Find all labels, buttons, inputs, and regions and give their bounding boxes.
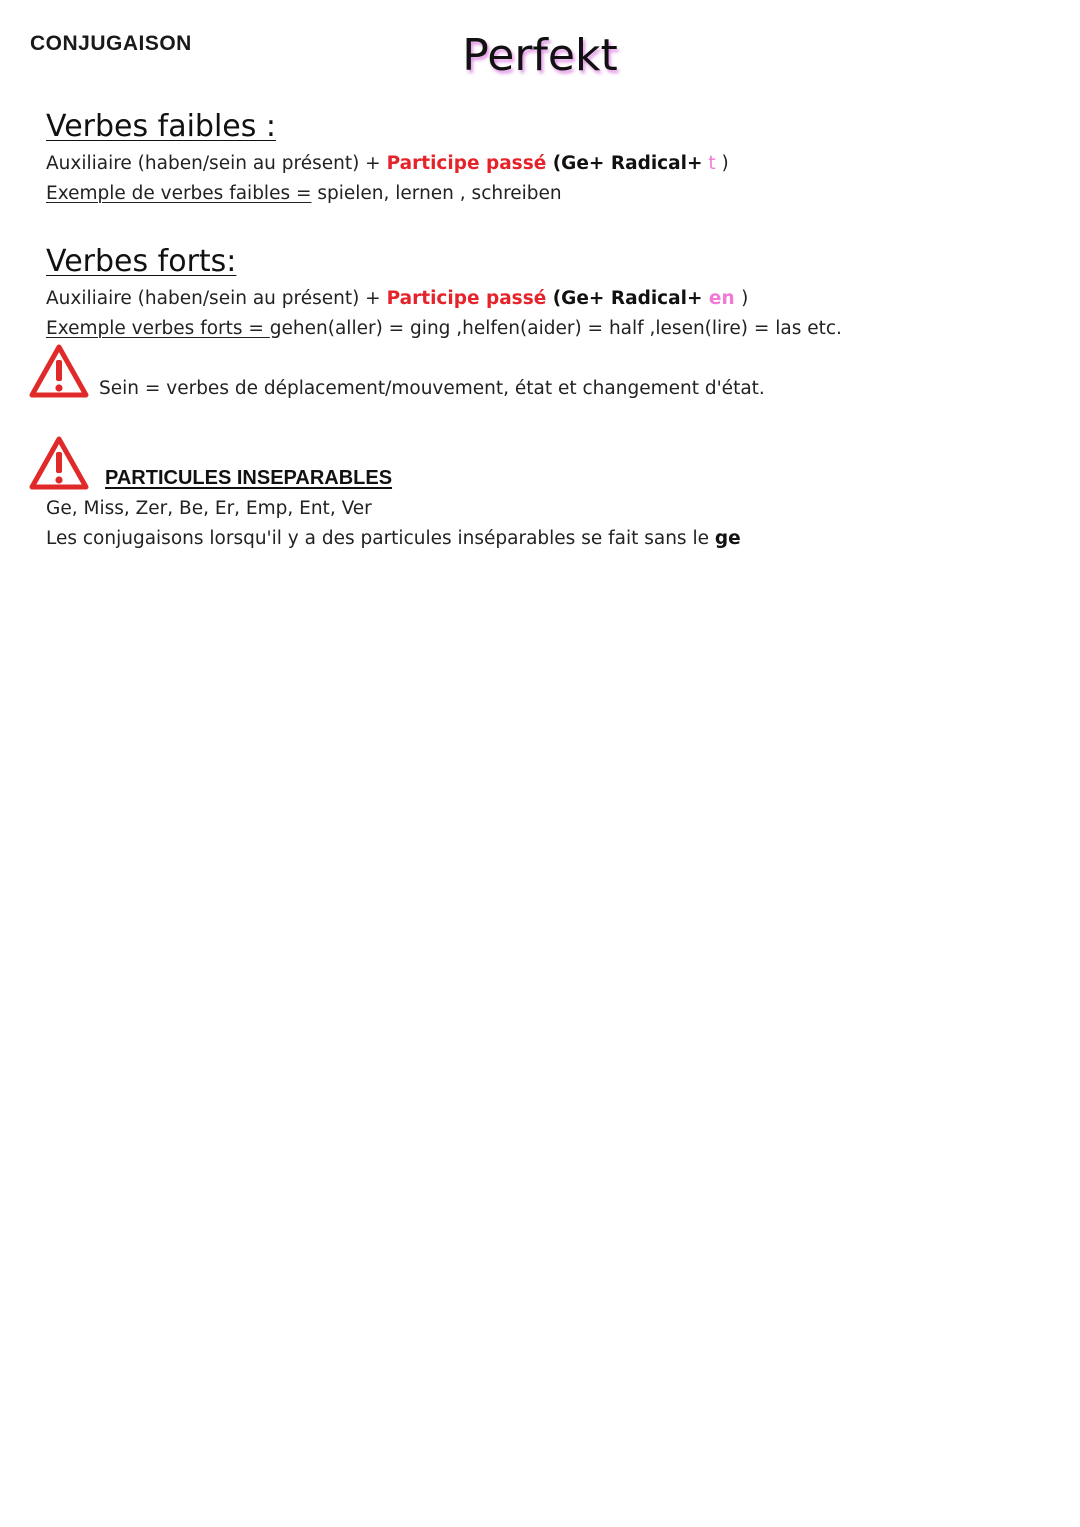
strong-example-label: Exemple verbes forts = [46,318,270,339]
strong-verbs-heading: Verbes forts: [46,244,237,279]
warning-triangle-icon [28,343,90,403]
particles-title: PARTICULES INSEPARABLES [105,467,393,489]
weak-example-text: spielen, lernen , schreiben [311,183,562,204]
strong-verbs-example [46,318,842,339]
weak-verbs-rule [46,153,729,174]
strong-rule-prefix: Auxiliaire (haben/sein au présent) + [46,288,387,309]
weak-rule-paren-close: ) [721,153,729,174]
strong-rule-paren-open: ( [546,288,562,309]
strong-rule-ending: en [702,288,742,309]
weak-verbs-heading: Verbes faibles : [46,109,277,144]
particles-rule-prefix: Les conjugaisons lorsqu'il y a des particules inséparables se fait sans le [46,528,715,549]
strong-verbs-rule [46,288,748,309]
weak-rule-participle: Participe passé [386,153,547,174]
strong-rule-paren-close: ) [741,288,749,309]
strong-example-text: gehen(aller) = ging ,helfen(aider) = half ,lesen(lire) = las etc. [269,318,842,339]
weak-example-label: Exemple de verbes faibles = [46,183,312,204]
strong-rule-formula: Ge+ Radical+ [561,288,703,309]
weak-rule-ending: t [702,153,722,174]
weak-rule-paren-open: ( [546,153,562,174]
sein-note: Sein = verbes de déplacement/mouvement, état et changement d'état. [99,378,765,399]
weak-rule-prefix: Auxiliaire (haben/sein au présent) + [46,153,387,174]
particles-rule [46,528,741,549]
particles-list: Ge, Miss, Zer, Be, Er, Emp, Ent, Ver [46,498,372,519]
particles-rule-bold: ge [714,528,741,549]
page-title: Perfekt [462,30,618,81]
weak-verbs-example [46,183,562,204]
strong-rule-participle: Participe passé [386,288,547,309]
weak-rule-formula: Ge+ Radical+ [561,153,703,174]
warning-triangle-icon [28,435,90,495]
header-label: CONJUGAISON [30,32,192,55]
